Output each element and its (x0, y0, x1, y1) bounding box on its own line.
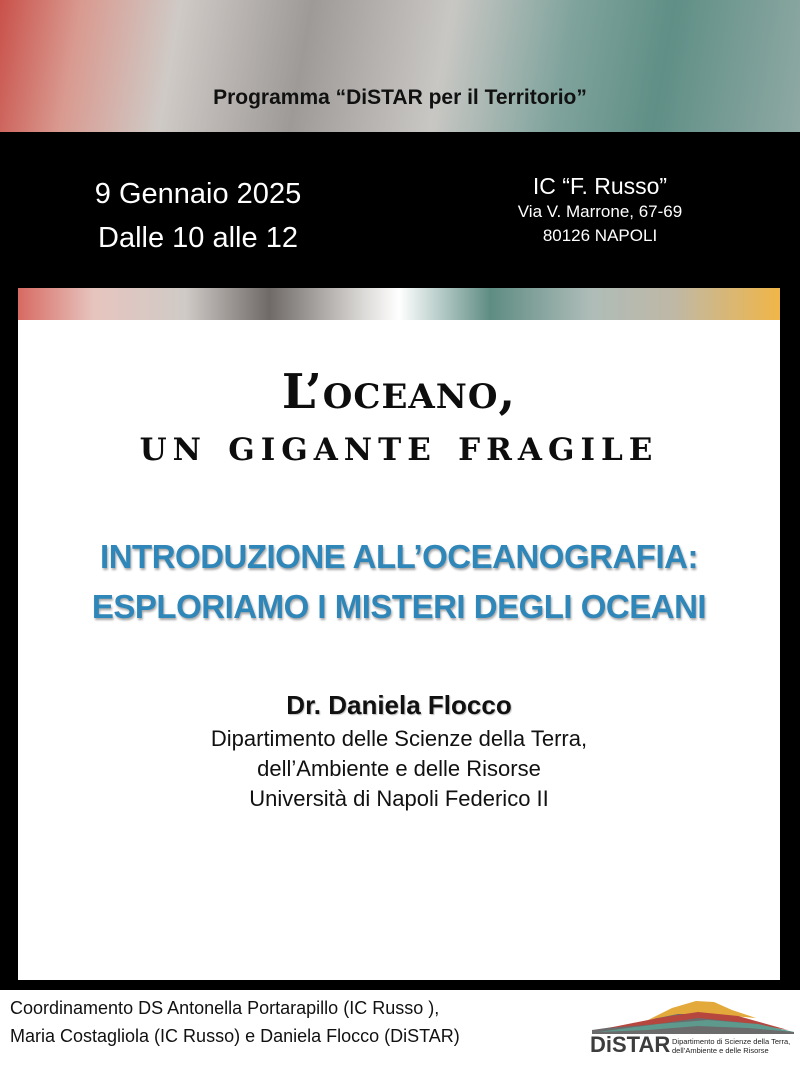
speaker-affiliation-1: Dipartimento delle Scienze della Terra, (210, 726, 588, 751)
event-date: 9 Gennaio 2025 (94, 178, 302, 210)
speaker-block (18, 686, 780, 814)
logo-subtitle-line-1: Dipartimento di Scienze della Terra, (672, 1037, 791, 1046)
logo-wordmark: DiSTAR (590, 1032, 671, 1057)
distar-logo (588, 996, 798, 1062)
mountain-logo-icon (588, 996, 798, 1036)
program-title: Programma “DiSTAR per il Territorio” (213, 86, 587, 109)
credits-line-1: Coordinamento DS Antonella Portarapillo (IC Russo ), (10, 998, 440, 1018)
card-gradient-strip (18, 288, 780, 320)
main-title-line-2: un gigante fragile (139, 420, 659, 471)
subtitle-line-1: INTRODUZIONE ALL’OCEANOGRAFIA: (100, 538, 698, 575)
venue-block (480, 172, 720, 248)
credits-line-2: Maria Costagliola (IC Russo) e Daniela Flocco (DiSTAR) (10, 1026, 460, 1046)
speaker-affiliation-3: Università di Napoli Federico II (249, 786, 549, 811)
subtitle-line-2: ESPLORIAMO I MISTERI DEGLI OCEANI (91, 588, 707, 625)
coordination-credits (10, 994, 580, 1050)
logo-subtitle (672, 1037, 796, 1055)
event-time: Dalle 10 alle 12 (98, 222, 298, 254)
venue-address: Via V. Marrone, 67-69 (517, 202, 683, 221)
subtitle (18, 532, 780, 632)
content-card (18, 288, 780, 980)
venue-name: IC “F. Russo” (532, 173, 668, 199)
top-gradient-band (0, 0, 800, 132)
logo-subtitle-line-2: dell’Ambiente e delle Risorse (672, 1046, 769, 1055)
venue-city: 80126 NAPOLI (542, 226, 658, 245)
main-title-line-1: L’oceano, (281, 364, 517, 420)
main-title (18, 366, 780, 474)
speaker-affiliation-2: dell’Ambiente e delle Risorse (257, 756, 541, 781)
event-date-block (58, 172, 338, 260)
speaker-name: Dr. Daniela Flocco (286, 690, 512, 720)
